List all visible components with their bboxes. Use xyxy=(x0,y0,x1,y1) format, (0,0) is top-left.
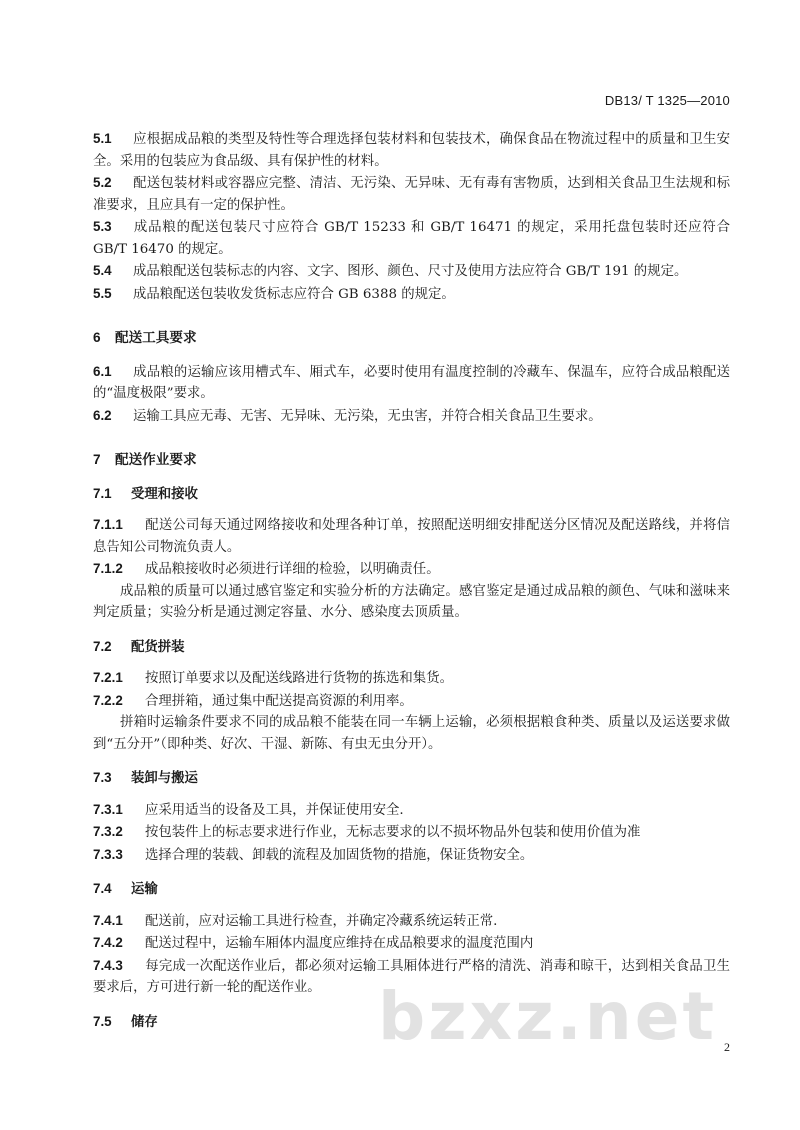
clause-number: 7.3.2 xyxy=(93,824,123,839)
clause-text: 运输工具应无毒、无害、无异味、无污染，无虫害，并符合相关食品卫生要求。 xyxy=(133,408,602,424)
section-number: 7 xyxy=(93,452,101,467)
clause-text: 成品粮的配送包装尺寸应符合 GB/T 15233 和 GB/T 16471 的规定，采用托盘包装时还应符合 GB/T 16470 的规定。 xyxy=(93,220,730,257)
clause-number: 7.2.2 xyxy=(93,692,123,708)
section-title: 配送作业要求 xyxy=(115,452,197,467)
clause-7-4-1 xyxy=(93,910,730,933)
subsection-number: 7.1 xyxy=(93,485,112,501)
clause-text: 成品粮接收时必须进行详细的检验，以明确责任。 xyxy=(145,562,440,577)
clause-7-2-2 xyxy=(93,690,730,713)
watermark-logo: bzxz.net xyxy=(378,978,718,1055)
clause-text: 合理拼箱，通过集中配送提高资源的利用率。 xyxy=(145,693,413,709)
clause-text: 配送前，应对运输工具进行检查，并确定冷藏系统运转正常. xyxy=(145,913,498,929)
subsection-7-2-heading xyxy=(93,636,730,658)
clause-7-3-2 xyxy=(93,821,730,844)
subsection-7-3-heading xyxy=(93,767,730,789)
document-body xyxy=(93,128,730,1042)
clause-text: 成品粮的运输应该用槽式车、厢式车，必要时使用有温度控制的冷藏车、保温车，应符合成品粮配送的“温度极限”要求。 xyxy=(93,364,730,401)
clause-number: 7.3.1 xyxy=(93,801,123,817)
clause-7-4-2 xyxy=(93,932,730,955)
subsection-7-4-heading xyxy=(93,878,730,900)
clause-5-2 xyxy=(93,172,730,216)
subsection-title: 装卸与搬运 xyxy=(131,770,198,785)
subsection-number: 7.2 xyxy=(93,638,112,654)
clause-number: 5.2 xyxy=(93,175,112,190)
clause-number: 5.5 xyxy=(93,285,112,301)
clause-number: 7.1.1 xyxy=(93,517,123,532)
subsection-7-1-heading xyxy=(93,483,730,505)
clause-number: 7.4.1 xyxy=(93,912,123,928)
clause-6-2 xyxy=(93,405,730,428)
clause-5-4 xyxy=(93,260,730,283)
clause-number: 6.2 xyxy=(93,407,112,423)
clause-text: 选择合理的装载、卸载的流程及加固货物的措施，保证货物安全。 xyxy=(145,847,534,863)
subsection-number: 7.5 xyxy=(93,1013,112,1029)
subsection-number: 7.3 xyxy=(93,770,112,785)
clause-number: 7.2.1 xyxy=(93,670,123,685)
clause-number: 7.4.2 xyxy=(93,935,123,950)
page-number: 2 xyxy=(724,1040,730,1054)
clause-5-1 xyxy=(93,128,730,172)
clause-text: 按包装件上的标志要求进行作业，无标志要求的以不损坏物品外包装和使用价值为准 xyxy=(145,825,641,840)
subsection-title: 储存 xyxy=(131,1013,158,1029)
section-7-heading xyxy=(93,449,730,471)
clause-text: 成品粮配送包装收发货标志应符合 GB 6388 的规定。 xyxy=(133,286,455,302)
clause-number: 7.3.3 xyxy=(93,846,123,862)
clause-number: 5.3 xyxy=(93,219,112,234)
clause-text: 按照订单要求以及配送线路进行货物的拣选和集货。 xyxy=(145,671,453,686)
subsection-title: 运输 xyxy=(131,881,158,896)
subsection-title: 受理和接收 xyxy=(131,485,198,501)
clause-text: 成品粮配送包装标志的内容、文字、图形、颜色、尺寸及使用方法应符合 GB/T 191 的规定。 xyxy=(133,264,688,279)
paragraph-7-1: 成品粮的质量可以通过感官鉴定和实验分析的方法确定。感官鉴定是通过成品粮的颜色、气味和滋味来判定质量；实验分析是通过测定容量、水分、感染度去顶质量。 xyxy=(93,583,730,620)
clause-number: 5.4 xyxy=(93,263,112,278)
clause-text: 配送过程中，运输车厢体内温度应维持在成品粮要求的温度范围内 xyxy=(145,936,534,951)
clause-number: 7.1.2 xyxy=(93,561,123,576)
clause-6-1 xyxy=(93,361,730,405)
section-title: 配送工具要求 xyxy=(115,330,197,345)
clause-7-1-1 xyxy=(93,514,730,558)
paragraph-7-2: 拼箱时运输条件要求不同的成品粮不能装在同一车辆上运输，必须根据粮食种类、质量以及运送要求做到“五分开”（即种类、好次、干湿、新陈、有虫无虫分开）。 xyxy=(93,715,730,752)
clause-7-2-1 xyxy=(93,667,730,690)
clause-7-3-1 xyxy=(93,799,730,822)
clause-text: 配送公司每天通过网络接收和处理各种订单，按照配送明细安排配送分区情况及配送路线，并将信息告知公司物流负责人。 xyxy=(93,518,730,555)
section-number: 6 xyxy=(93,330,101,345)
clause-number: 6.1 xyxy=(93,363,112,379)
clause-text: 配送包装材料或容器应完整、清洁、无污染、无异味、无有毒有害物质，达到相关食品卫生法规和标准要求，且应具有一定的保护性。 xyxy=(93,176,730,213)
clause-number: 5.1 xyxy=(93,131,112,146)
clause-7-1-2 xyxy=(93,558,730,581)
clause-text: 每完成一次配送作业后，都必须对运输工具厢体进行严格的清洗、消毒和晾干，达到相关食品卫生要求后，方可进行新一轮的配送作业。 xyxy=(93,958,730,995)
clause-number: 7.4.3 xyxy=(93,957,123,973)
subsection-number: 7.4 xyxy=(93,881,112,896)
clause-5-5 xyxy=(93,283,730,306)
standard-code: DB13/ T 1325—2010 xyxy=(604,93,730,108)
clause-5-3 xyxy=(93,216,730,260)
clause-text: 应采用适当的设备及工具，并保证使用安全. xyxy=(145,802,404,818)
section-6-heading xyxy=(93,327,730,349)
subsection-title: 配货拼装 xyxy=(131,638,185,654)
clause-text: 应根据成品粮的类型及特性等合理选择包装材料和包装技术，确保食品在物流过程中的质量和卫生安全。采用的包装应为食品级、具有保护性的材料。 xyxy=(93,132,730,169)
clause-7-3-3 xyxy=(93,844,730,867)
